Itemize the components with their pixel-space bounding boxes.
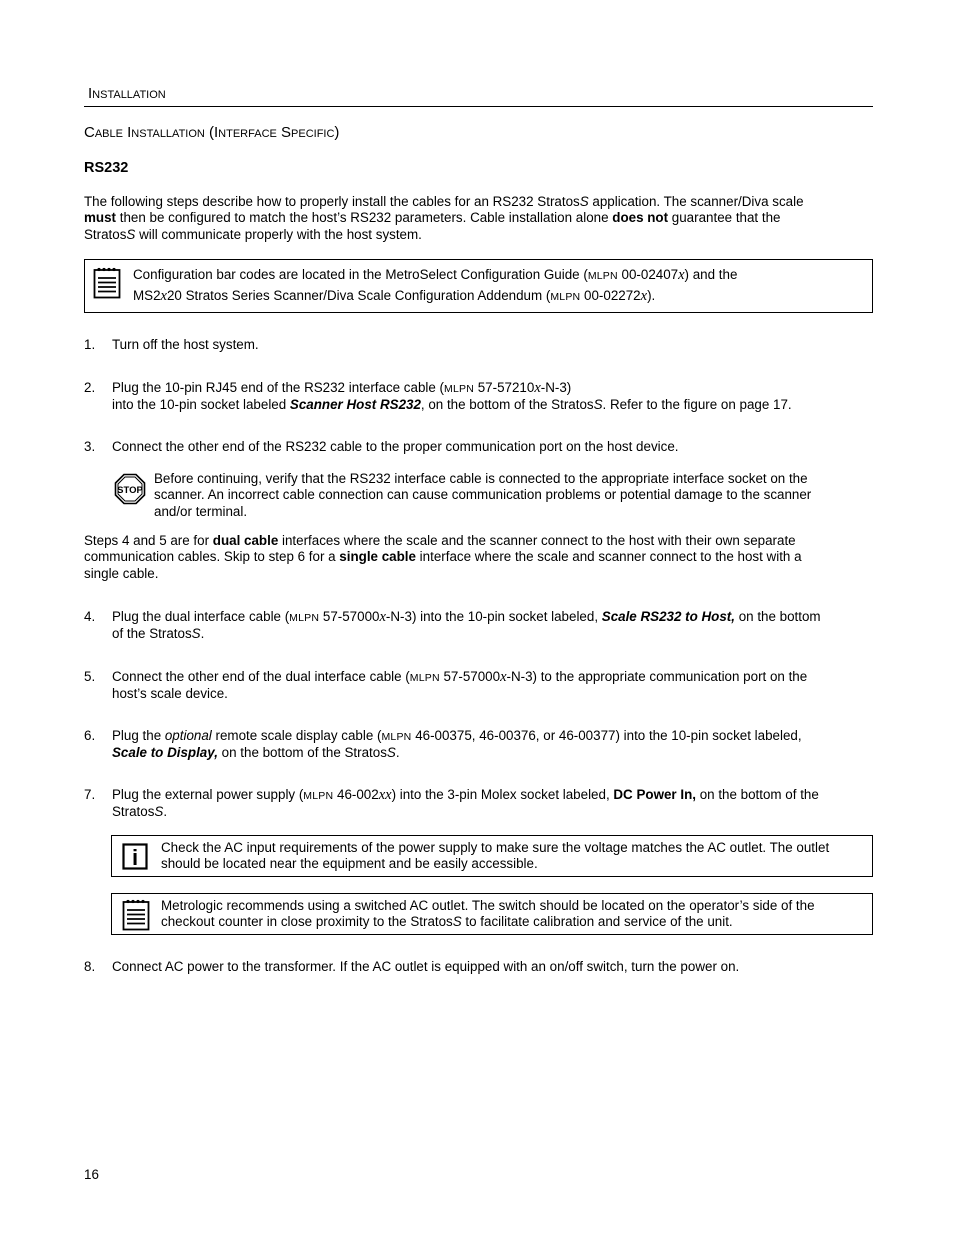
step-number: 7.	[84, 787, 96, 802]
step-number: 3.	[84, 439, 96, 454]
intro-paragraph	[84, 194, 874, 243]
step-text: Connect the other end of the dual interface cable (MLPN 57-57000x-N-3) to the appropriate communication port on the host’s scale device.	[112, 669, 808, 702]
svg-text:STOP: STOP	[117, 485, 143, 496]
step-number: 5.	[84, 669, 96, 684]
intro-line-1: The following steps describe how to properly install the cables for an RS232 StratosS application. The scanner/Diva scale	[84, 194, 804, 209]
note-config-text: Configuration bar codes are located in the MetroSelect Configuration Guide (MLPN 00-02407x) and the MS2x20 Stratos Series Scanner/Diva Scale Configuration Addendum (MLPN 00-02272x).	[133, 267, 738, 304]
step-text: Plug the external power supply (MLPN 46-002xx) into the 3-pin Molex socket labeled, DC Power In, on the bottom of the StratosS.	[112, 787, 819, 820]
notepad-icon	[93, 267, 121, 303]
notepad-icon	[122, 899, 150, 935]
stop-note-text: Before continuing, verify that the RS232 interface cable is connected to the appropriate interface socket on the scanner. An incorrect cable connection can cause communication problems or potential damage to the scanner and/or terminal.	[154, 471, 812, 519]
step-number: 6.	[84, 728, 96, 743]
note-box-config	[84, 259, 873, 313]
section-title: Cable Installation (Interface Specific)	[84, 124, 340, 141]
intro-line-2: must then be configured to match the host’s RS232 parameters. Cable installation alone does not guarantee that the	[84, 210, 781, 226]
running-header: Installation	[88, 85, 166, 102]
step-text: Plug the optional remote scale display cable (MLPN 46-00375, 46-00376, or 46-00377) into the 10-pin socket labeled, Scale to Display, on the bottom of the StratosS.	[112, 728, 802, 761]
note-box-switched-outlet	[111, 893, 873, 935]
info-note-box	[111, 835, 873, 877]
step-text: Plug the dual interface cable (MLPN 57-57000x-N-3) into the 10-pin socket labeled, Scale RS232 to Host, on the bottom of the StratosS.	[112, 609, 821, 642]
note-switched-outlet-text: Metrologic recommends using a switched AC outlet. The switch should be located on the operator’s side of the checkout counter in close proximity to the StratosS to facilitate calibration and service of the unit.	[161, 898, 815, 930]
step-number: 8.	[84, 959, 96, 974]
subsection-title: RS232	[84, 160, 129, 176]
svg-text:i: i	[131, 845, 139, 870]
stop-sign-icon	[114, 473, 146, 509]
info-note-text: Check the AC input requirements of the power supply to make sure the voltage matches the AC outlet. The outlet should be located near the equipment and be easily accessible.	[161, 840, 830, 872]
info-icon	[122, 843, 148, 874]
step-number: 2.	[84, 380, 96, 395]
step-number: 4.	[84, 609, 96, 624]
step-number: 1.	[84, 337, 96, 352]
step-text: Plug the 10-pin RJ45 end of the RS232 interface cable (MLPN 57-57210x-N-3) into the 10-pin socket labeled Scanner Host RS232, on the bottom of the StratosS. Refer to the figure on page 17.	[112, 380, 792, 413]
step-text: Connect AC power to the transformer. If the AC outlet is equipped with an on/off switch, turn the power on.	[112, 959, 740, 974]
intro-line-3: StratosS will communicate properly with the host system.	[84, 226, 422, 242]
step-text: Connect the other end of the RS232 cable to the proper communication port on the host device.	[112, 439, 679, 454]
page-number: 16	[84, 1167, 99, 1182]
dual-cable-paragraph: Steps 4 and 5 are for dual cable interfaces where the scale and the scanner connect to the host with their own separate communication cables. Skip to step 6 for a single cable interface where the scale and scanner connect to the host with a single cable.	[84, 533, 802, 581]
step-text: Turn off the host system.	[112, 337, 259, 352]
header-rule	[84, 106, 873, 107]
